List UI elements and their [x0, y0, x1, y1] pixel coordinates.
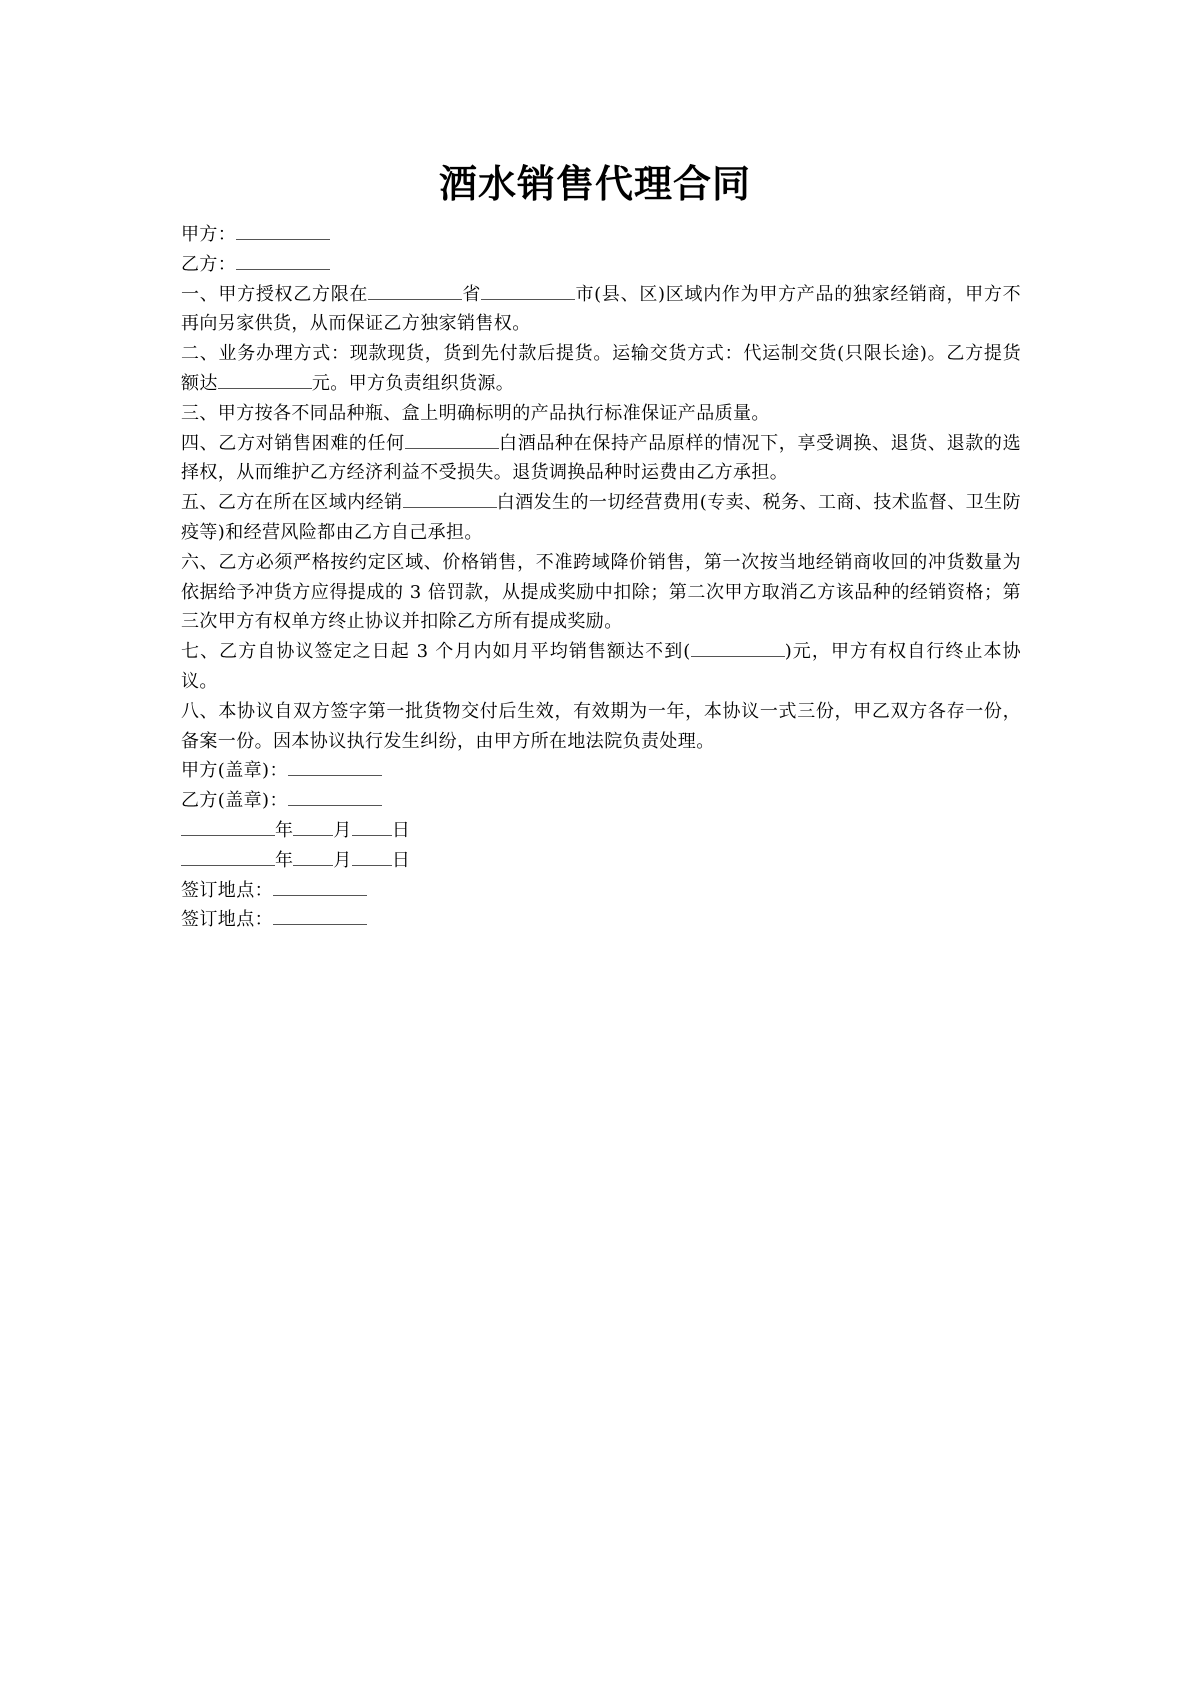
party-b-line [181, 250, 1021, 280]
party-a-blank[interactable] [236, 221, 330, 240]
month-blank-2[interactable] [293, 847, 333, 866]
clause-5-text-a: 五、乙方在所在区域内经销 [181, 492, 403, 514]
city-blank[interactable] [481, 281, 575, 300]
clause-2-text-a: 二、业务办理方式：现款现货，货到先付款后提货。运输交货方式：代运制交货(只限长途)。乙方提货额达 [181, 343, 1021, 394]
clause-2-text-b: 元。甲方负责组织货源。 [311, 372, 515, 394]
day-blank-1[interactable] [352, 817, 392, 836]
clause-8 [181, 697, 1021, 757]
pickup-amount-blank[interactable] [218, 370, 312, 389]
clause-6-text: 六、乙方必须严格按约定区域、价格销售，不准跨域降价销售，第一次按当地经销商收回的冲货数量为依据给予冲货方应得提成的 3 倍罚款，从提成奖励中扣除；第二次甲方取消乙方该品种的经销资格；第三次甲方有权单方终止协议并扣除乙方所有提成奖励。 [181, 551, 1021, 633]
year-blank-1[interactable] [181, 817, 275, 836]
clause-4-text-a: 四、乙方对销售困难的任何 [181, 432, 405, 454]
party-b-blank[interactable] [236, 251, 330, 270]
signing-place-line-1 [181, 876, 1021, 906]
day-label: 日 [391, 849, 411, 871]
signing-place-blank-1[interactable] [273, 877, 367, 896]
clause-7 [181, 637, 1021, 697]
day-label: 日 [391, 819, 411, 841]
signing-place-line-2 [181, 905, 1021, 935]
document-title: 酒水销售代理合同 [438, 162, 751, 206]
party-a-line [181, 220, 1021, 250]
liquor-variety-blank-1[interactable] [405, 430, 499, 449]
party-a-label: 甲方： [181, 224, 237, 245]
party-b-label: 乙方： [181, 253, 237, 275]
clause-4-text-b: 白酒品种在保持产品原样的情况下，享受调换、退货、退款的选择权，从而维护乙方经济利益不受损失。退货调换品种时运费由乙方承担。 [181, 432, 1021, 484]
clause-5-text-b: 白酒发生的一切经营费用(专卖、税务、工商、技术监督、卫生防疫等)和经营风险都由乙方自己承担。 [181, 492, 1021, 543]
clause-1-text-c: 市(县、区)区域内作为甲方产品的独家经销商，甲方不再向另家供货，从而保证乙方独家销售权。 [181, 283, 1022, 335]
signing-place-label: 签订地点： [181, 879, 273, 901]
liquor-variety-blank-2[interactable] [403, 489, 497, 508]
day-blank-2[interactable] [352, 847, 392, 866]
signing-place-label: 签订地点： [181, 909, 273, 931]
date-line-2 [181, 846, 1021, 876]
clause-3 [181, 399, 1021, 429]
clause-4 [181, 429, 1021, 489]
party-a-seal-label: 甲方(盖章)： [181, 760, 288, 782]
clause-8-text: 八、本协议自双方签字第一批货物交付后生效，有效期为一年，本协议一式三份，甲乙双方各存一份，备案一份。因本协议执行发生纠纷，由甲方所在地法院负责处理。 [181, 700, 1021, 752]
clause-3-text: 三、甲方按各不同品种瓶、盒上明确标明的产品执行标准保证产品质量。 [181, 402, 770, 424]
clause-2 [181, 339, 1021, 399]
year-label: 年 [275, 819, 294, 841]
clause-1-text-b: 省 [462, 283, 482, 305]
clause-1-text-a: 一、甲方授权乙方限在 [181, 283, 369, 305]
party-a-seal-blank[interactable] [288, 757, 382, 776]
clause-7-text-b: )元，甲方有权自行终止本协议。 [181, 641, 1022, 692]
month-label: 月 [333, 849, 352, 871]
date-line-1 [181, 816, 1021, 846]
month-label: 月 [333, 819, 352, 841]
party-b-seal-blank[interactable] [288, 787, 382, 806]
clause-7-text-a: 七、乙方自协议签定之日起 3 个月内如月平均销售额达不到( [181, 641, 691, 663]
month-blank-1[interactable] [293, 817, 333, 836]
party-b-seal-label: 乙方(盖章)： [181, 790, 288, 812]
province-blank[interactable] [368, 281, 462, 300]
party-a-seal-line [181, 756, 1021, 786]
party-b-seal-line [181, 786, 1021, 816]
clause-6 [181, 548, 1021, 637]
min-sales-blank[interactable] [691, 638, 785, 657]
contract-page [181, 160, 1021, 935]
clause-5 [181, 488, 1021, 548]
signing-place-blank-2[interactable] [273, 906, 367, 925]
clause-1 [181, 280, 1021, 340]
year-label: 年 [275, 849, 294, 871]
year-blank-2[interactable] [181, 847, 275, 866]
